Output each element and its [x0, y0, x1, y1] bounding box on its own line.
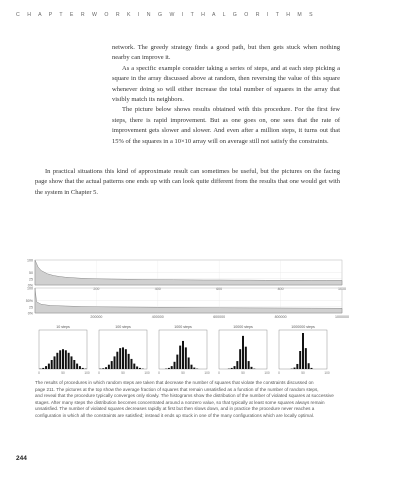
chart1-y-tick-labels [27, 259, 34, 288]
histogram-tick: 0 [278, 371, 280, 375]
chart1-x-tick: 400 [154, 287, 161, 291]
convergence-chart-long [20, 285, 350, 322]
chart2-y-tick-labels [26, 287, 34, 316]
body-text-top [112, 43, 340, 147]
histogram-bar [102, 368, 104, 369]
histogram-bar [171, 366, 173, 369]
chart1-y-tick: 0% [27, 283, 33, 288]
histogram-bar [308, 363, 310, 369]
histogram-label: 1000 steps [174, 325, 192, 329]
histogram-row [35, 322, 355, 377]
histogram-bar [234, 366, 236, 369]
histogram-tick: 0 [38, 371, 40, 375]
histogram-bar [114, 356, 116, 369]
histogram-bar [119, 348, 121, 369]
body-text-bottom [35, 167, 340, 198]
paragraph-1: network. The greedy strategy finds a good path, but then gets stuck when nothing nearby can improve it. [112, 44, 340, 62]
chart1-y-tick: 100 [27, 258, 33, 263]
caption-line-4: stages. After many steps the distribution becomes concentrated around a nonzero value, so that typically at least some squares always remain [35, 399, 325, 405]
histogram-bar [76, 364, 78, 369]
histogram-bar [190, 365, 192, 369]
histogram-bar [65, 350, 67, 369]
caption-line-2: page 211. The pictures at the top show the average fraction of squares that remain unsatisfied as a function of the number of random steps, [35, 386, 319, 392]
histogram-bar [105, 367, 107, 369]
chart2-y-tick: 0% [27, 311, 33, 316]
histogram-bar [245, 347, 247, 369]
histogram-bar [193, 368, 195, 369]
histogram-bar [48, 364, 50, 369]
paragraph-2: As a specific example consider taking a series of steps, and at each step picking a square in the array discussed above at random, then reversing the value of this square whenever doing so will either increase the total number of squares in the array that visibly match its neighbors. [112, 64, 340, 104]
histogram-bar [305, 348, 307, 369]
histogram-bar [56, 353, 58, 369]
histogram-bar [68, 353, 70, 369]
histogram-bar [82, 368, 84, 369]
chart1-x-tick: 800 [277, 287, 284, 291]
chart2-y-tick: 50% [25, 299, 33, 303]
histogram-bar [242, 336, 244, 369]
histogram-tick: 100 [204, 371, 210, 375]
histogram-bar [239, 349, 241, 369]
caption-line-5: unsatisfied. The number of violated squares decreases rapidly at first but then slows down, and in practice the procedure never reaches a [35, 406, 315, 412]
histogram-bar [130, 359, 132, 369]
histogram-bar [128, 354, 130, 369]
histogram-tick: 100 [84, 371, 90, 375]
histogram-bar [248, 361, 250, 369]
chart2-x-tick: 800000 [274, 315, 287, 319]
histogram-label: 100 steps [115, 325, 131, 329]
histogram-bar [59, 350, 61, 369]
chart1-x-tick: 600 [216, 287, 223, 291]
histogram-bar [176, 355, 178, 369]
page-number: 244 [16, 455, 27, 462]
histogram-bar [73, 360, 75, 369]
chart2-x-tick-labels [90, 315, 349, 319]
caption-line-1: The results of procedures in which random steps are taken that decrease the number of squares that violate the constraints discussed on [35, 380, 314, 385]
histogram-bar [108, 365, 110, 369]
histogram-bar [136, 366, 138, 369]
histogram-label: 10000 steps [233, 325, 253, 329]
histogram-tick: 50 [301, 371, 305, 375]
running-header: C H A P T E R W O R K I N G W I T H A L G O R I T H M S [16, 12, 316, 18]
histogram-bar [182, 341, 184, 369]
histogram-bar [62, 349, 64, 369]
histogram-bar [302, 333, 304, 369]
histogram-tick: 50 [241, 371, 245, 375]
histogram-bar [299, 351, 301, 369]
histogram-panel [158, 325, 210, 375]
histogram-bar [231, 368, 233, 369]
histogram-bar [294, 368, 296, 369]
histogram-bar [296, 364, 298, 369]
chart2-x-tick: 400000 [151, 315, 164, 319]
paragraph-4: In practical situations this kind of approximate result can sometimes be useful, but the pictures on the facing page show that the actual patterns one ends up with can look quite different from the results that one would get with the system in Chapter 5. [35, 168, 340, 196]
histogram-tick: 50 [121, 371, 125, 375]
chart2-y-tick: 25 [29, 305, 33, 310]
histogram-bar [111, 361, 113, 369]
histogram-bar [188, 357, 190, 369]
histogram-panel [98, 325, 150, 375]
histogram-bar [45, 366, 47, 369]
caption-line-3: and reveal that the procedure typically converges only slowly. The histograms show the distribution of the number of violated squares at successive [35, 393, 334, 399]
histogram-panel [38, 325, 90, 375]
histogram-bar [179, 346, 181, 369]
histogram-tick: 100 [144, 371, 150, 375]
histogram-tick: 50 [61, 371, 65, 375]
histogram-bar [122, 347, 124, 369]
histogram-tick: 50 [181, 371, 185, 375]
histogram-tick: 0 [158, 371, 160, 375]
chart2-x-tick: 600000 [213, 315, 226, 319]
histogram-bar [116, 352, 118, 369]
histogram-bar [185, 347, 187, 369]
paragraph-3: The picture below shows results obtained with this procedure. For the first few steps, there is rapid improvement. But as one goes on, one sees that the rate of improvement gets slower and slower. And even after a million steps, it turns out that 15% of the squares in a 10×10 array will on average still not satisfy the constraints. [112, 106, 340, 145]
chart1-y-tick: 50 [29, 271, 33, 275]
histogram-bar [51, 360, 53, 369]
figure-caption [35, 380, 340, 420]
chart2-x-tick: 1000000 [335, 315, 349, 319]
histogram-bar [174, 362, 176, 369]
histogram-bar [70, 356, 72, 369]
histogram-bar [79, 366, 81, 369]
chart1-y-tick: 25 [29, 277, 33, 282]
histogram-label: 10 steps [56, 325, 70, 329]
histogram-bar [133, 364, 135, 369]
histogram-bar [250, 367, 252, 369]
histogram-tick: 100 [324, 371, 330, 375]
chart1-x-tick: 1000 [338, 287, 346, 291]
caption-line-6: configuration in which all the constraints are satisfied; instead it ends up stuck in one of the many configurations which are locally optimal. [35, 412, 315, 418]
histogram-label: 1000000 steps [291, 325, 315, 329]
chart1-x-tick: 200 [93, 287, 100, 291]
histogram-tick: 100 [264, 371, 270, 375]
histogram-tick: 0 [98, 371, 100, 375]
histogram-bar [236, 361, 238, 369]
histogram-panel [278, 325, 330, 375]
histogram-bar [310, 368, 312, 369]
histogram-bar [125, 349, 127, 369]
histogram-bar [139, 368, 141, 369]
chart2-y-tick: 100 [27, 286, 33, 291]
histogram-tick: 0 [218, 371, 220, 375]
histogram-bar [42, 368, 44, 369]
histogram-panel [218, 325, 270, 375]
chart2-x-tick: 200000 [90, 315, 103, 319]
histogram-bar [168, 368, 170, 369]
histogram-bar [54, 356, 56, 369]
